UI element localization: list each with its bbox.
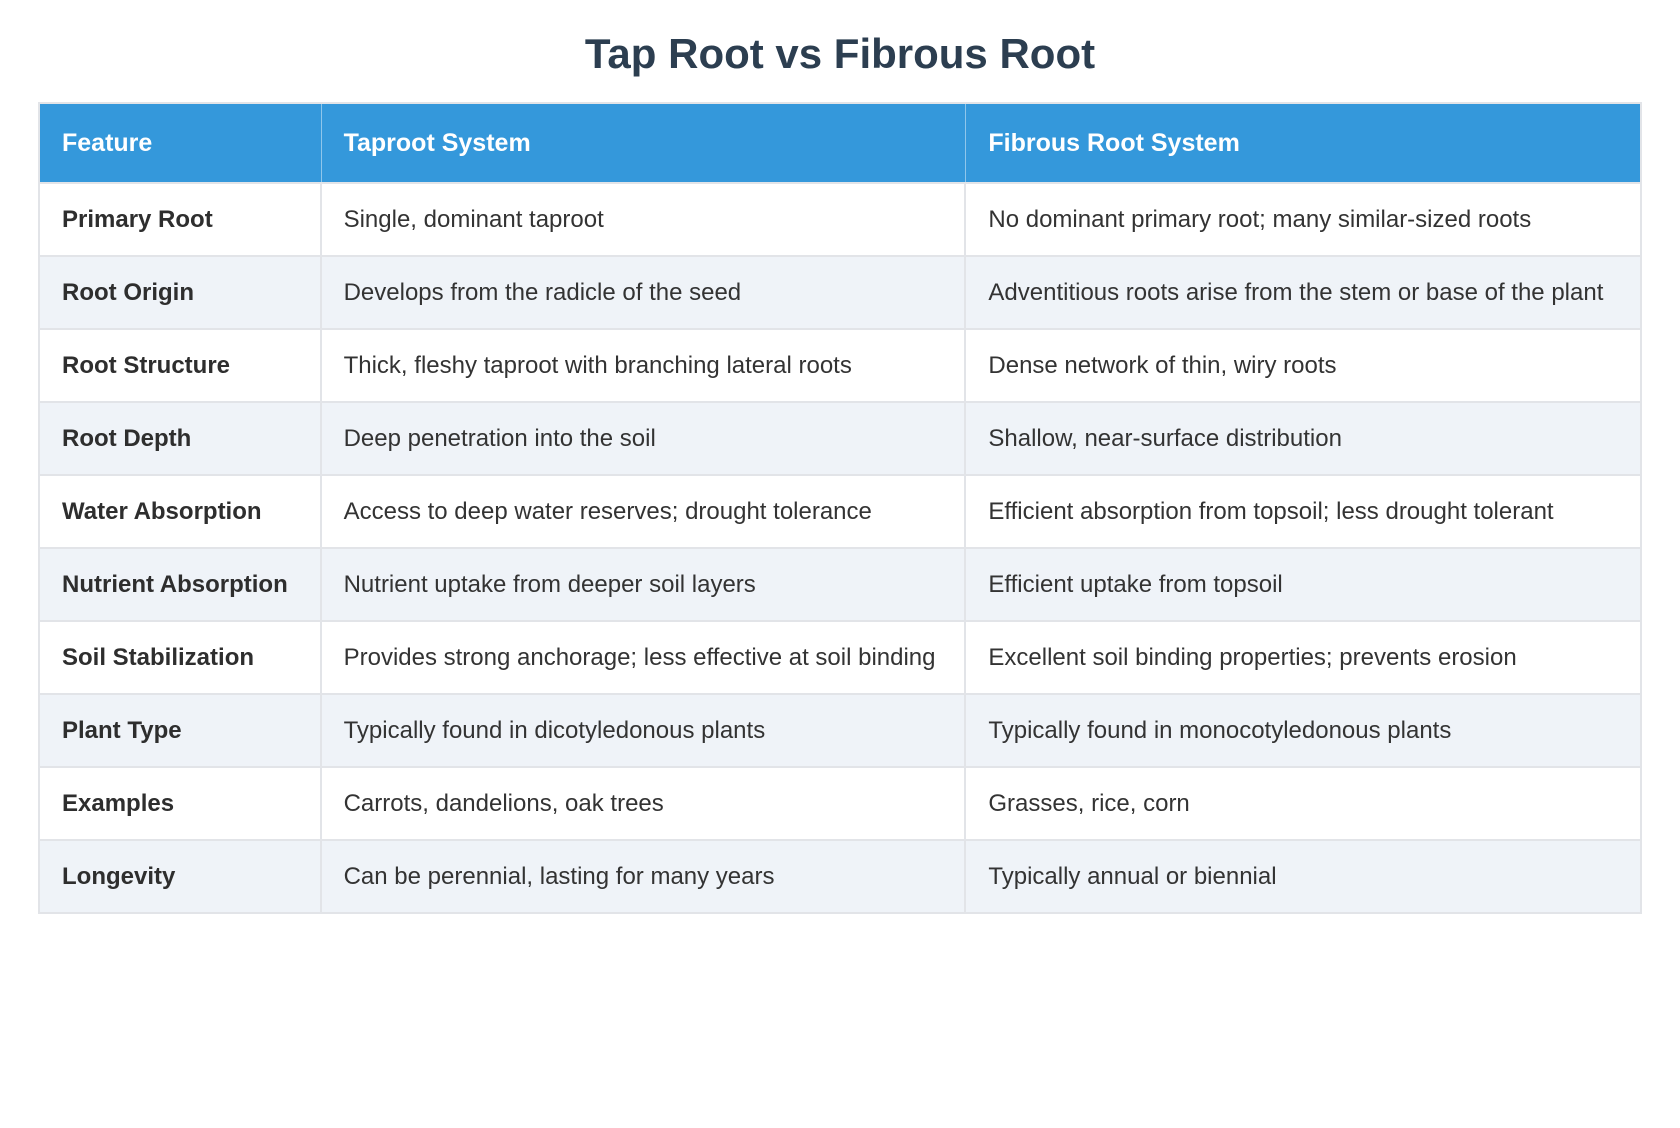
comparison-table	[38, 102, 1642, 914]
page-title: Tap Root vs Fibrous Root	[584, 30, 1096, 77]
table-row	[40, 255, 1640, 328]
table-row	[40, 693, 1640, 766]
feature-cell: Plant Type	[40, 693, 322, 766]
fibrous-cell: Typically annual or biennial	[966, 839, 1640, 912]
fibrous-cell: Dense network of thin, wiry roots	[966, 328, 1640, 401]
fibrous-cell: Adventitious roots arise from the stem or base of the plant	[966, 255, 1640, 328]
table-row	[40, 474, 1640, 547]
table-row	[40, 766, 1640, 839]
fibrous-cell: Typically found in monocotyledonous plants	[966, 693, 1640, 766]
taproot-cell: Provides strong anchorage; less effective at soil binding	[322, 620, 967, 693]
taproot-cell: Access to deep water reserves; drought tolerance	[322, 474, 967, 547]
taproot-cell: Develops from the radicle of the seed	[322, 255, 967, 328]
feature-cell: Root Depth	[40, 401, 322, 474]
table-body	[40, 182, 1640, 912]
table-header	[40, 104, 1640, 182]
table-row	[40, 328, 1640, 401]
table-row	[40, 839, 1640, 912]
fibrous-cell: No dominant primary root; many similar-sized roots	[966, 182, 1640, 255]
feature-cell: Primary Root	[40, 182, 322, 255]
feature-cell: Longevity	[40, 839, 322, 912]
taproot-cell: Typically found in dicotyledonous plants	[322, 693, 967, 766]
taproot-cell: Single, dominant taproot	[322, 182, 967, 255]
fibrous-cell: Grasses, rice, corn	[966, 766, 1640, 839]
page	[0, 30, 1680, 914]
fibrous-cell: Efficient absorption from topsoil; less drought tolerant	[966, 474, 1640, 547]
header-row	[40, 104, 1640, 182]
taproot-cell: Can be perennial, lasting for many years	[322, 839, 967, 912]
feature-cell: Soil Stabilization	[40, 620, 322, 693]
feature-cell: Nutrient Absorption	[40, 547, 322, 620]
fibrous-cell: Efficient uptake from topsoil	[966, 547, 1640, 620]
table-row	[40, 182, 1640, 255]
taproot-cell: Thick, fleshy taproot with branching lateral roots	[322, 328, 967, 401]
column-header-taproot: Taproot System	[322, 104, 967, 182]
column-header-fibrous: Fibrous Root System	[966, 104, 1640, 182]
feature-cell: Water Absorption	[40, 474, 322, 547]
fibrous-cell: Excellent soil binding properties; prevents erosion	[966, 620, 1640, 693]
table-row	[40, 401, 1640, 474]
table-row	[40, 547, 1640, 620]
feature-cell: Root Structure	[40, 328, 322, 401]
taproot-cell: Carrots, dandelions, oak trees	[322, 766, 967, 839]
fibrous-cell: Shallow, near-surface distribution	[966, 401, 1640, 474]
table-row	[40, 620, 1640, 693]
column-header-feature: Feature	[40, 104, 322, 182]
taproot-cell: Deep penetration into the soil	[322, 401, 967, 474]
feature-cell: Examples	[40, 766, 322, 839]
feature-cell: Root Origin	[40, 255, 322, 328]
taproot-cell: Nutrient uptake from deeper soil layers	[322, 547, 967, 620]
